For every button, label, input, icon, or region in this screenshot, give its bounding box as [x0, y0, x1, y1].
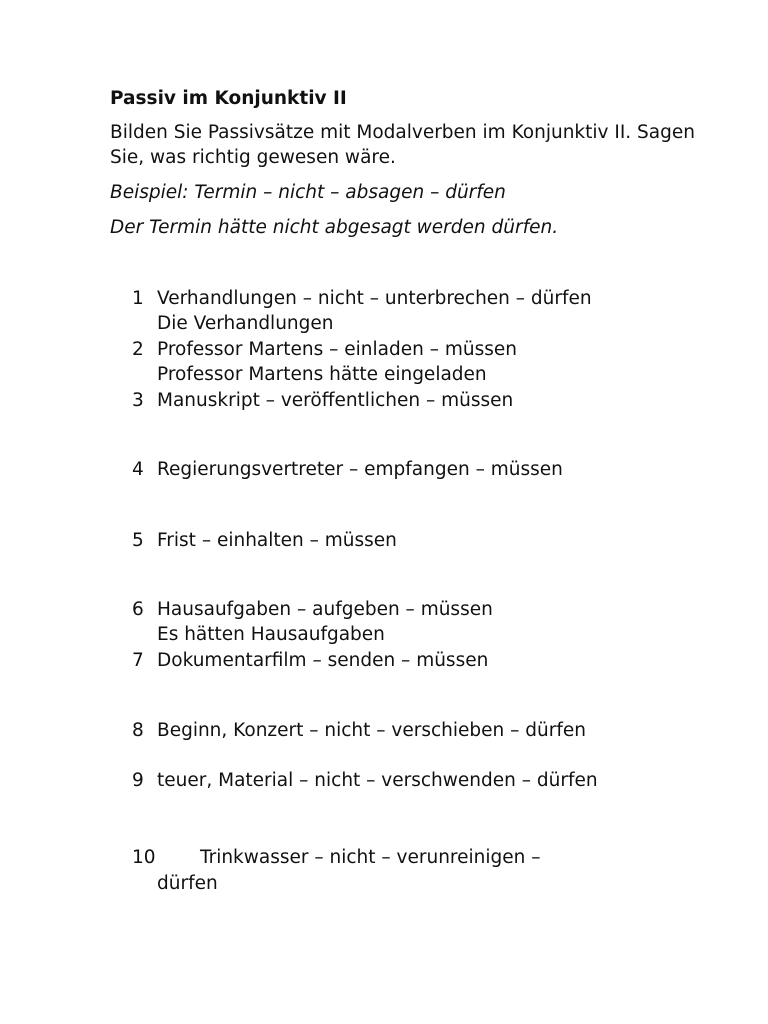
exercise-number: 6	[132, 599, 144, 620]
exercise-prompt: Dokumentarfilm – senden – müssen	[157, 650, 489, 671]
exercise-starter: Professor Martens hätte eingeladen	[157, 364, 487, 385]
exercise-number: 10	[132, 847, 156, 868]
exercise-prompt-continuation: dürfen	[157, 873, 218, 894]
exercise-starter: Die Verhandlungen	[157, 313, 334, 334]
instructions-text: Bilden Sie Passivsätze mit Modalverben im Konjunktiv II. Sagen Sie, was richtig gewesen wäre.	[110, 122, 695, 168]
exercise-prompt: Regierungsvertreter – empfangen – müssen	[157, 459, 563, 480]
exercise-number: 8	[132, 720, 144, 741]
exercise-prompt: Trinkwasser – nicht – verunreinigen –	[200, 847, 541, 868]
exercise-prompt: Hausaufgaben – aufgeben – müssen	[157, 599, 493, 620]
exercise-prompt: Professor Martens – einladen – müssen	[157, 339, 517, 360]
exercise-prompt: teuer, Material – nicht – verschwenden – dürfen	[157, 770, 598, 791]
exercise-prompt: Verhandlungen – nicht – unterbrechen – dürfen	[157, 288, 592, 309]
page-title: Passiv im Konjunktiv II	[110, 88, 347, 109]
example-prompt: Beispiel: Termin – nicht – absagen – dürfen	[110, 182, 506, 203]
exercise-starter: Es hätten Hausaufgaben	[157, 624, 385, 645]
exercise-number: 1	[132, 288, 144, 309]
exercise-number: 7	[132, 650, 144, 671]
exercise-prompt: Frist – einhalten – müssen	[157, 530, 397, 551]
exercise-number: 4	[132, 459, 144, 480]
exercise-prompt: Beginn, Konzert – nicht – verschieben – dürfen	[157, 720, 586, 741]
exercise-prompt: Manuskript – veröffentlichen – müssen	[157, 390, 514, 411]
exercise-number: 2	[132, 339, 144, 360]
exercise-number: 5	[132, 530, 144, 551]
exercise-number: 3	[132, 390, 144, 411]
example-answer: Der Termin hätte nicht abgesagt werden dürfen.	[110, 217, 559, 238]
exercise-number: 9	[132, 770, 144, 791]
